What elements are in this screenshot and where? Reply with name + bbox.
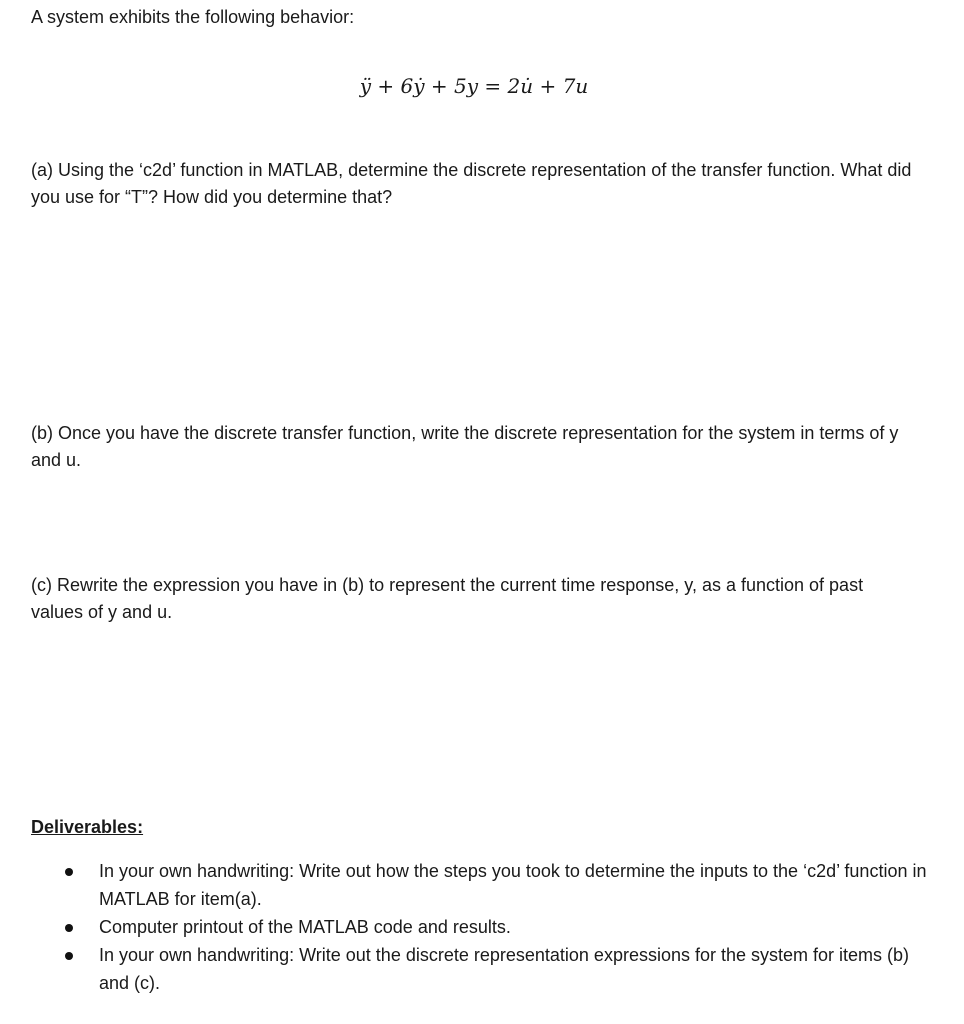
bullet-icon xyxy=(65,924,73,932)
bullet-icon xyxy=(65,868,73,876)
deliverables-list xyxy=(0,857,940,997)
deliverable-item-3 xyxy=(0,941,940,997)
question-c: (c) Rewrite the expression you have in (b) to represent the current time response, y, as a function of past values of y and u. xyxy=(31,575,864,622)
bullet-icon xyxy=(65,952,73,960)
question-a: (a) Using the ‘c2d’ function in MATLAB, determine the discrete representation of the transfer function. What did you use for “T”? How did you determine that? xyxy=(31,160,912,207)
deliverable-item-2 xyxy=(0,913,940,941)
deliverable-text: In your own handwriting: Write out how the steps you took to determine the inputs to the ‘c2d’ function in MATLAB for item(a). xyxy=(99,861,927,909)
differential-equation: ÿ + 6ẏ + 5y = 2u̇ + 7u xyxy=(359,74,589,98)
question-b: (b) Once you have the discrete transfer function, write the discrete representation for the system in terms of y and u. xyxy=(31,423,899,470)
deliverable-text: Computer printout of the MATLAB code and results. xyxy=(99,917,511,937)
intro-text: A system exhibits the following behavior: xyxy=(31,7,355,27)
deliverable-item-1 xyxy=(0,857,940,913)
deliverables-heading: Deliverables: xyxy=(31,817,144,837)
deliverable-text: In your own handwriting: Write out the discrete representation expressions for the system for items (b) and (c). xyxy=(99,945,910,993)
